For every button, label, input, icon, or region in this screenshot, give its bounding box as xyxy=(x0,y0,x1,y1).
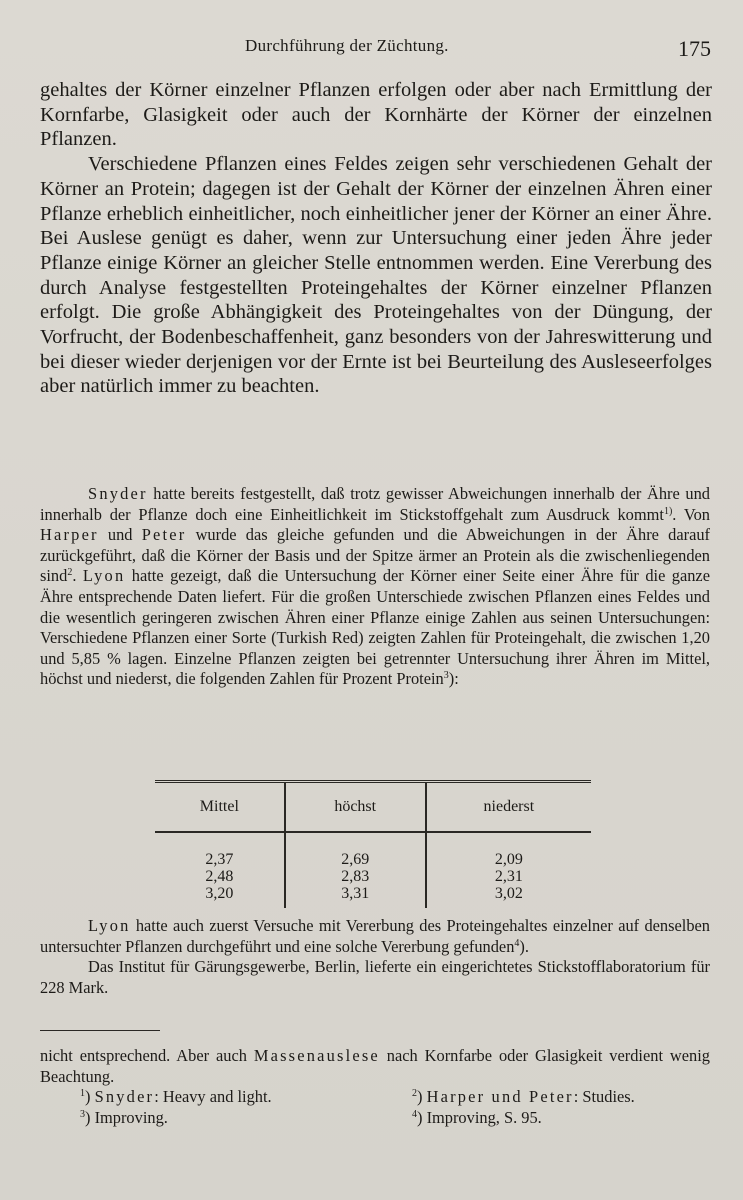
paragraph-protein: Verschiedene Pflanzen eines Feldes zeigen sehr verschiedenen Gehalt der Körner an Protein; dagegen ist der Gehalt der Körner der einzelnen Ähren einer Pflanze erheblich einheitlicher, noch einheitlicher jener der Körner an einer Ähre. Bei Auslese genügt es daher, wenn zur Untersuchung einer jeden Ähre jeder Pflanze einige Körner an gleicher Stelle entnommen werden. Eine Vererbung des durch Analyse festgestellten Proteingehaltes der Körner einzelner Pflanzen erfolgt. Die große Abhängigkeit des Proteingehaltes von der Düngung, der Vorfrucht, der Bodenbeschaffenheit, ganz besonders von der Jahreswitterung und bei dieser wieder derjenigen vor der Ernte ist bei Beurteilung des Ausleseerfolges aber natürlich immer zu beachten. xyxy=(40,153,712,398)
main-text xyxy=(40,78,712,399)
after-table-section xyxy=(40,916,710,998)
author-lyon-2: Lyon xyxy=(88,916,131,935)
table-cell-mittel: 2,37 2,48 3,20 xyxy=(205,851,234,902)
page-number: 175 xyxy=(678,36,711,61)
small-print-section xyxy=(40,484,710,690)
footnotes xyxy=(40,1046,710,1129)
small-paragraph-lyon: Lyon hatte auch zuerst Versuche mit Vererbung des Proteingehaltes einzelner auf denselben untersuchter Pflanzen durchgeführt und eine solche Vererbung gefunden$^4$). xyxy=(40,916,710,956)
table-cell-hoechst: 2,69 2,83 3,31 xyxy=(285,832,426,908)
author-harper: Harper xyxy=(40,525,99,545)
small-paragraph-snyder: Snyder hatte bereits festgestellt, daß trotz gewisser Abweichungen innerhalb der Ähre und innerhalb der Pflanze doch eine Einheitlichkeit im Stickstoffgehalt zum Ausdruck kommt$^{1)}$. Von Harper und Peter wurde das gleiche gefunden und die Abweichungen in der Ähre darauf zurückgeführt, daß die Körner der Basis und der Spitze ärmer an Protein als die zwischenliegenden sind$^2$. Lyon hatte gezeigt, daß die Untersuchung der Körner einer Seite einer Ähre für die ganze Ähre entsprechende Daten liefert. Für die großen Unterschiede zwischen Pflanzen eines Feldes und die wesentlich geringeren zwischen Ähren einer Pflanze einige Zahlen aus seinen Untersuchungen: Verschiedene Pflanzen einer Sorte (Turkish Red) zeigten Zahlen für Proteingehalt, die zwischen 1,20 und 5,85 % lagen. Einzelne Pflanzen zeigten bei getrennter Untersuchung ihrer Ähren im Mittel, höchst und niederst, die folgenden Zahlen für Prozent Protein$^3$): xyxy=(40,484,711,689)
small-paragraph-institut: Das Institut für Gärungsgewerbe, Berlin, lieferte ein eingerichtetes Stickstofflaboratorium für 228 Mark. xyxy=(40,957,710,997)
footnote-row-1 xyxy=(40,1087,710,1108)
footnote-continuation: nicht entsprechend. Aber auch Massenauslese nach Kornfarbe oder Glasigkeit verdient wenig Beachtung. xyxy=(40,1046,710,1086)
footnote-divider xyxy=(40,1030,160,1031)
footnote-ref-4: 4 xyxy=(514,937,520,949)
footnote-row-2 xyxy=(40,1108,710,1129)
footnote-1: $^1$) Snyder: Heavy and light. xyxy=(80,1087,272,1106)
column-header-hoechst: höchst xyxy=(285,782,426,833)
paragraph-continuation: gehaltes der Körner einzelner Pflanzen erfolgen oder aber nach Ermittlung der Kornfarbe, Glasigkeit oder auch der Kornhärte der Körner der einzelnen Pflanzen. xyxy=(40,79,712,151)
column-header-niederst: niederst xyxy=(426,782,591,833)
footnote-ref-1: 1) xyxy=(663,505,673,517)
footnote-3: $^3$) Improving. xyxy=(80,1108,168,1127)
author-peter: Peter xyxy=(141,525,187,545)
footnote-2: $^2$) Harper und Peter: Studies. xyxy=(412,1087,635,1106)
footnote-ref-3: 3 xyxy=(443,670,449,682)
column-header-mittel: Mittel xyxy=(155,782,285,833)
table-header-row xyxy=(155,782,591,833)
term-massenauslese: Massenauslese xyxy=(253,1046,380,1065)
running-title: Durchführung der Züchtung. xyxy=(245,36,449,55)
protein-table xyxy=(155,780,591,908)
running-head xyxy=(0,36,743,60)
table-row xyxy=(155,832,591,908)
footnote-4: $^4$) Improving, S. 95. xyxy=(412,1108,542,1127)
author-lyon: Lyon xyxy=(82,566,126,586)
footnote-ref-2: 2 xyxy=(67,567,73,579)
table-cell-niederst: 2,09 2,31 3,02 xyxy=(426,832,591,908)
author-snyder: Snyder xyxy=(88,484,148,503)
